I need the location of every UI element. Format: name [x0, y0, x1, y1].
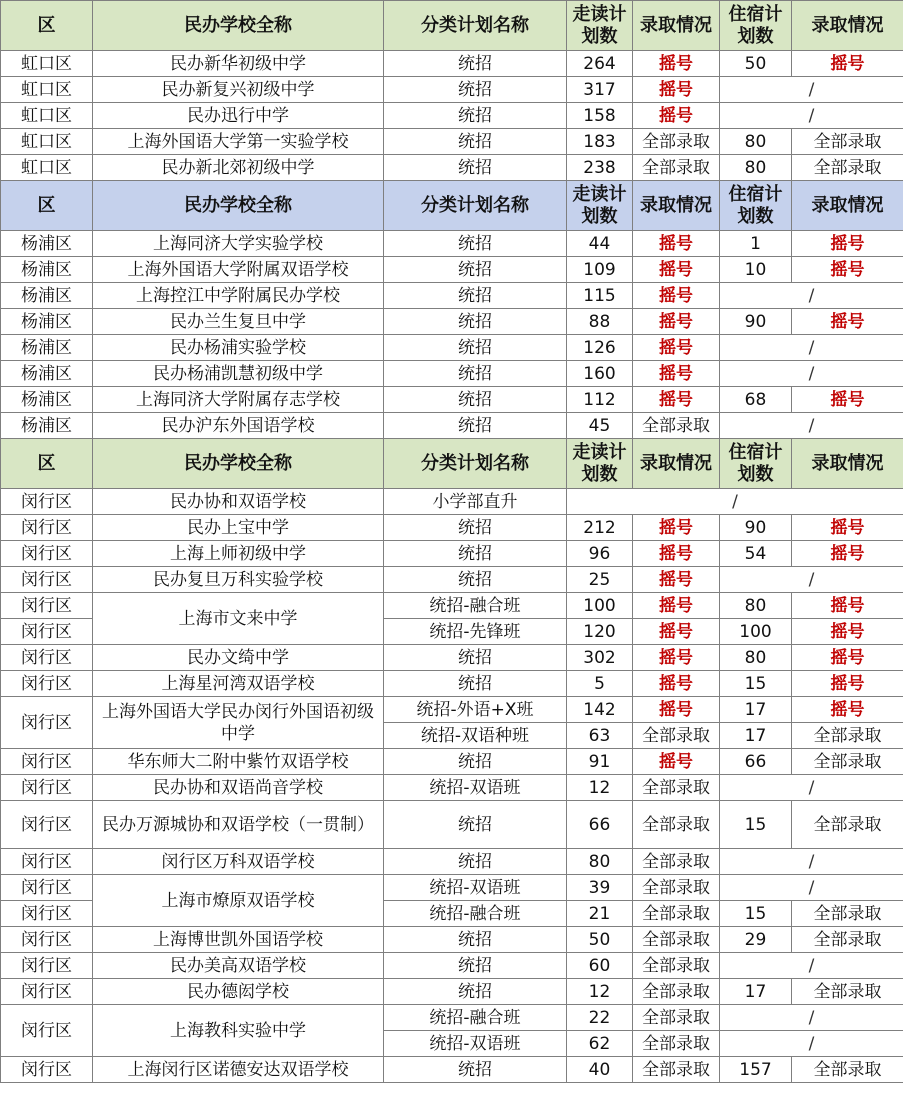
plan-cell: 统招	[384, 541, 567, 567]
day-quota-cell: 39	[567, 875, 633, 901]
school-cell: 民办杨浦实验学校	[93, 335, 384, 361]
school-cell: 民办协和双语学校	[93, 489, 384, 515]
board-quota-cell: 50	[720, 51, 792, 77]
day-quota-cell: 126	[567, 335, 633, 361]
board-none-cell: /	[720, 361, 903, 387]
board-quota-cell: 10	[720, 257, 792, 283]
board-result-cell: 全部录取	[792, 901, 903, 927]
day-quota-cell: 22	[567, 1005, 633, 1031]
day-quota-cell: 302	[567, 645, 633, 671]
day-result-cell: 摇号	[633, 593, 720, 619]
table-row	[1, 489, 903, 515]
day-quota-cell: 100	[567, 593, 633, 619]
school-cell: 民办沪东外国语学校	[93, 413, 384, 439]
table-row	[1, 645, 903, 671]
school-cell: 上海同济大学实验学校	[93, 231, 384, 257]
table-row	[1, 979, 903, 1005]
header-district: 区	[1, 1, 93, 51]
board-none-cell: /	[720, 953, 903, 979]
board-quota-cell: 80	[720, 155, 792, 181]
board-none-cell: /	[720, 335, 903, 361]
day-quota-cell: 63	[567, 723, 633, 749]
day-quota-cell: 88	[567, 309, 633, 335]
plan-cell: 统招-融合班	[384, 1005, 567, 1031]
table-row	[1, 1057, 903, 1083]
district-cell: 闵行区	[1, 515, 93, 541]
header-row	[1, 439, 903, 489]
board-none-cell: /	[720, 77, 903, 103]
board-none-cell: /	[720, 567, 903, 593]
school-cell: 民办新复兴初级中学	[93, 77, 384, 103]
board-result-cell: 摇号	[792, 697, 903, 723]
district-cell: 闵行区	[1, 697, 93, 749]
header-school: 民办学校全称	[93, 181, 384, 231]
plan-cell: 统招	[384, 155, 567, 181]
district-cell: 闵行区	[1, 875, 93, 901]
day-quota-cell: 12	[567, 979, 633, 1005]
board-result-cell: 全部录取	[792, 801, 903, 849]
day-quota-cell: 62	[567, 1031, 633, 1057]
school-cell: 上海市燎原双语学校	[93, 875, 384, 927]
school-cell: 民办上宝中学	[93, 515, 384, 541]
school-cell: 民办德闳学校	[93, 979, 384, 1005]
plan-cell: 统招	[384, 231, 567, 257]
school-cell: 上海上师初级中学	[93, 541, 384, 567]
plan-cell: 统招	[384, 51, 567, 77]
header-plan: 分类计划名称	[384, 181, 567, 231]
day-result-cell: 摇号	[633, 387, 720, 413]
plan-cell: 统招	[384, 387, 567, 413]
header-day-result: 录取情况	[633, 439, 720, 489]
school-cell: 上海教科实验中学	[93, 1005, 384, 1057]
plan-cell: 统招-融合班	[384, 901, 567, 927]
district-cell: 虹口区	[1, 129, 93, 155]
day-quota-cell: 238	[567, 155, 633, 181]
table-row	[1, 387, 903, 413]
district-cell: 闵行区	[1, 671, 93, 697]
day-result-cell: 全部录取	[633, 413, 720, 439]
board-quota-cell: 80	[720, 129, 792, 155]
table-row	[1, 257, 903, 283]
day-result-cell: 全部录取	[633, 155, 720, 181]
district-cell: 杨浦区	[1, 387, 93, 413]
day-result-cell: 摇号	[633, 515, 720, 541]
district-cell: 闵行区	[1, 849, 93, 875]
district-cell: 虹口区	[1, 77, 93, 103]
table-row	[1, 515, 903, 541]
school-cell: 民办新北郊初级中学	[93, 155, 384, 181]
day-quota-cell: 212	[567, 515, 633, 541]
day-result-cell: 全部录取	[633, 775, 720, 801]
board-result-cell: 全部录取	[792, 749, 903, 775]
school-cell: 上海外国语大学附属双语学校	[93, 257, 384, 283]
district-cell: 闵行区	[1, 953, 93, 979]
day-quota-cell: 160	[567, 361, 633, 387]
day-result-cell: 摇号	[633, 361, 720, 387]
board-result-cell: 全部录取	[792, 723, 903, 749]
plan-cell: 统招	[384, 129, 567, 155]
board-quota-cell: 1	[720, 231, 792, 257]
school-cell: 上海闵行区诺德安达双语学校	[93, 1057, 384, 1083]
plan-cell: 统招	[384, 953, 567, 979]
district-cell: 闵行区	[1, 801, 93, 849]
day-result-cell: 全部录取	[633, 979, 720, 1005]
day-result-cell: 全部录取	[633, 1031, 720, 1057]
board-none-cell: /	[720, 1031, 903, 1057]
district-cell: 闵行区	[1, 489, 93, 515]
board-result-cell: 摇号	[792, 231, 903, 257]
header-board-quota: 住宿计划数	[720, 181, 792, 231]
board-result-cell: 全部录取	[792, 129, 903, 155]
quota-none-cell: /	[567, 489, 903, 515]
district-cell: 杨浦区	[1, 231, 93, 257]
header-board-result: 录取情况	[792, 181, 903, 231]
day-quota-cell: 45	[567, 413, 633, 439]
plan-cell: 统招	[384, 257, 567, 283]
district-cell: 杨浦区	[1, 361, 93, 387]
table-row	[1, 231, 903, 257]
school-cell: 上海外国语大学第一实验学校	[93, 129, 384, 155]
school-cell: 闵行区万科双语学校	[93, 849, 384, 875]
day-result-cell: 摇号	[633, 335, 720, 361]
board-quota-cell: 54	[720, 541, 792, 567]
board-quota-cell: 15	[720, 671, 792, 697]
table-row	[1, 749, 903, 775]
day-quota-cell: 115	[567, 283, 633, 309]
day-result-cell: 全部录取	[633, 801, 720, 849]
school-cell: 上海外国语大学民办闵行外国语初级中学	[93, 697, 384, 749]
board-none-cell: /	[720, 283, 903, 309]
board-quota-cell: 90	[720, 309, 792, 335]
school-cell: 民办复旦万科实验学校	[93, 567, 384, 593]
day-quota-cell: 317	[567, 77, 633, 103]
plan-cell: 统招	[384, 849, 567, 875]
plan-cell: 统招-融合班	[384, 593, 567, 619]
board-quota-cell: 80	[720, 645, 792, 671]
board-quota-cell: 66	[720, 749, 792, 775]
school-cell: 民办美高双语学校	[93, 953, 384, 979]
header-day-result: 录取情况	[633, 181, 720, 231]
table-row	[1, 77, 903, 103]
board-result-cell: 摇号	[792, 671, 903, 697]
day-result-cell: 全部录取	[633, 927, 720, 953]
plan-cell: 统招-双语班	[384, 875, 567, 901]
day-quota-cell: 112	[567, 387, 633, 413]
plan-cell: 统招	[384, 515, 567, 541]
board-none-cell: /	[720, 849, 903, 875]
day-quota-cell: 264	[567, 51, 633, 77]
board-result-cell: 全部录取	[792, 927, 903, 953]
school-cell: 上海博世凯外国语学校	[93, 927, 384, 953]
plan-cell: 统招	[384, 645, 567, 671]
plan-cell: 统招	[384, 567, 567, 593]
district-cell: 虹口区	[1, 51, 93, 77]
board-quota-cell: 90	[720, 515, 792, 541]
plan-cell: 统招-双语班	[384, 1031, 567, 1057]
board-result-cell: 全部录取	[792, 155, 903, 181]
header-plan: 分类计划名称	[384, 439, 567, 489]
table-row	[1, 541, 903, 567]
header-day-quota: 走读计划数	[567, 439, 633, 489]
table-row	[1, 103, 903, 129]
board-quota-cell: 29	[720, 927, 792, 953]
plan-cell: 统招-双语班	[384, 775, 567, 801]
district-cell: 杨浦区	[1, 257, 93, 283]
plan-cell: 统招	[384, 335, 567, 361]
board-result-cell: 全部录取	[792, 979, 903, 1005]
school-cell: 民办迅行中学	[93, 103, 384, 129]
table-row	[1, 849, 903, 875]
day-result-cell: 摇号	[633, 645, 720, 671]
table-row	[1, 335, 903, 361]
plan-cell: 统招	[384, 413, 567, 439]
school-cell: 民办万源城协和双语学校（一贯制）	[93, 801, 384, 849]
board-result-cell: 摇号	[792, 619, 903, 645]
table-row	[1, 1005, 903, 1031]
table-row	[1, 283, 903, 309]
day-quota-cell: 50	[567, 927, 633, 953]
district-cell: 闵行区	[1, 775, 93, 801]
day-quota-cell: 80	[567, 849, 633, 875]
school-cell: 上海控江中学附属民办学校	[93, 283, 384, 309]
day-quota-cell: 96	[567, 541, 633, 567]
day-result-cell: 全部录取	[633, 1005, 720, 1031]
day-result-cell: 摇号	[633, 619, 720, 645]
header-district: 区	[1, 439, 93, 489]
header-board-quota: 住宿计划数	[720, 1, 792, 51]
day-result-cell: 摇号	[633, 231, 720, 257]
plan-cell: 统招	[384, 927, 567, 953]
board-result-cell: 摇号	[792, 51, 903, 77]
board-quota-cell: 15	[720, 901, 792, 927]
board-result-cell: 摇号	[792, 387, 903, 413]
district-cell: 虹口区	[1, 103, 93, 129]
day-quota-cell: 66	[567, 801, 633, 849]
board-quota-cell: 17	[720, 723, 792, 749]
district-cell: 杨浦区	[1, 335, 93, 361]
board-result-cell: 摇号	[792, 645, 903, 671]
header-board-quota: 住宿计划数	[720, 439, 792, 489]
plan-cell: 统招	[384, 801, 567, 849]
table-row	[1, 155, 903, 181]
day-result-cell: 全部录取	[633, 129, 720, 155]
plan-cell: 统招-双语种班	[384, 723, 567, 749]
school-cell: 上海星河湾双语学校	[93, 671, 384, 697]
day-quota-cell: 142	[567, 697, 633, 723]
day-result-cell: 全部录取	[633, 875, 720, 901]
plan-cell: 统招	[384, 361, 567, 387]
day-result-cell: 全部录取	[633, 901, 720, 927]
day-quota-cell: 60	[567, 953, 633, 979]
header-row	[1, 181, 903, 231]
header-plan: 分类计划名称	[384, 1, 567, 51]
day-quota-cell: 21	[567, 901, 633, 927]
district-cell: 闵行区	[1, 901, 93, 927]
board-quota-cell: 17	[720, 979, 792, 1005]
header-school: 民办学校全称	[93, 439, 384, 489]
board-quota-cell: 157	[720, 1057, 792, 1083]
plan-cell: 统招	[384, 77, 567, 103]
district-cell: 闵行区	[1, 749, 93, 775]
day-quota-cell: 25	[567, 567, 633, 593]
board-quota-cell: 100	[720, 619, 792, 645]
plan-cell: 统招	[384, 979, 567, 1005]
board-none-cell: /	[720, 103, 903, 129]
table-row	[1, 927, 903, 953]
header-row	[1, 1, 903, 51]
table-row	[1, 801, 903, 849]
board-result-cell: 摇号	[792, 257, 903, 283]
plan-cell: 统招	[384, 103, 567, 129]
board-quota-cell: 15	[720, 801, 792, 849]
day-result-cell: 摇号	[633, 103, 720, 129]
day-quota-cell: 91	[567, 749, 633, 775]
district-cell: 杨浦区	[1, 413, 93, 439]
day-quota-cell: 44	[567, 231, 633, 257]
table-row	[1, 593, 903, 619]
day-quota-cell: 158	[567, 103, 633, 129]
plan-cell: 统招	[384, 309, 567, 335]
table-row	[1, 775, 903, 801]
district-cell: 闵行区	[1, 567, 93, 593]
day-quota-cell: 183	[567, 129, 633, 155]
day-result-cell: 全部录取	[633, 849, 720, 875]
district-cell: 闵行区	[1, 541, 93, 567]
table-row	[1, 875, 903, 901]
board-result-cell: 摇号	[792, 309, 903, 335]
day-result-cell: 摇号	[633, 749, 720, 775]
school-cell: 民办新华初级中学	[93, 51, 384, 77]
district-cell: 虹口区	[1, 155, 93, 181]
school-cell: 上海市文来中学	[93, 593, 384, 645]
board-result-cell: 摇号	[792, 593, 903, 619]
day-quota-cell: 120	[567, 619, 633, 645]
header-day-quota: 走读计划数	[567, 1, 633, 51]
table-row	[1, 567, 903, 593]
district-cell: 闵行区	[1, 1005, 93, 1057]
table-row	[1, 129, 903, 155]
school-cell: 华东师大二附中紫竹双语学校	[93, 749, 384, 775]
board-quota-cell: 17	[720, 697, 792, 723]
table-row	[1, 697, 903, 723]
header-day-quota: 走读计划数	[567, 181, 633, 231]
header-board-result: 录取情况	[792, 1, 903, 51]
district-cell: 闵行区	[1, 645, 93, 671]
day-result-cell: 摇号	[633, 697, 720, 723]
board-result-cell: 摇号	[792, 515, 903, 541]
table-row	[1, 361, 903, 387]
school-cell: 上海同济大学附属存志学校	[93, 387, 384, 413]
district-cell: 杨浦区	[1, 283, 93, 309]
day-result-cell: 全部录取	[633, 1057, 720, 1083]
day-result-cell: 全部录取	[633, 723, 720, 749]
table-row	[1, 309, 903, 335]
district-cell: 闵行区	[1, 1057, 93, 1083]
header-board-result: 录取情况	[792, 439, 903, 489]
day-result-cell: 摇号	[633, 671, 720, 697]
table-row	[1, 51, 903, 77]
school-cell: 民办兰生复旦中学	[93, 309, 384, 335]
table-row	[1, 953, 903, 979]
district-cell: 杨浦区	[1, 309, 93, 335]
board-none-cell: /	[720, 1005, 903, 1031]
board-none-cell: /	[720, 413, 903, 439]
day-quota-cell: 109	[567, 257, 633, 283]
day-result-cell: 摇号	[633, 257, 720, 283]
plan-cell: 统招-先锋班	[384, 619, 567, 645]
day-result-cell: 摇号	[633, 51, 720, 77]
table-row	[1, 413, 903, 439]
day-result-cell: 摇号	[633, 541, 720, 567]
district-cell: 闵行区	[1, 619, 93, 645]
day-result-cell: 摇号	[633, 309, 720, 335]
plan-cell: 统招	[384, 1057, 567, 1083]
board-none-cell: /	[720, 875, 903, 901]
table-row	[1, 671, 903, 697]
plan-cell: 统招	[384, 749, 567, 775]
school-cell: 民办杨浦凯慧初级中学	[93, 361, 384, 387]
day-quota-cell: 12	[567, 775, 633, 801]
board-quota-cell: 80	[720, 593, 792, 619]
plan-cell: 小学部直升	[384, 489, 567, 515]
district-cell: 闵行区	[1, 979, 93, 1005]
day-result-cell: 全部录取	[633, 953, 720, 979]
plan-cell: 统招	[384, 671, 567, 697]
board-result-cell: 全部录取	[792, 1057, 903, 1083]
plan-cell: 统招-外语+X班	[384, 697, 567, 723]
board-none-cell: /	[720, 775, 903, 801]
header-day-result: 录取情况	[633, 1, 720, 51]
day-quota-cell: 5	[567, 671, 633, 697]
district-cell: 闵行区	[1, 593, 93, 619]
board-result-cell: 摇号	[792, 541, 903, 567]
header-school: 民办学校全称	[93, 1, 384, 51]
board-quota-cell: 68	[720, 387, 792, 413]
day-result-cell: 摇号	[633, 567, 720, 593]
day-result-cell: 摇号	[633, 283, 720, 309]
day-quota-cell: 40	[567, 1057, 633, 1083]
school-cell: 民办文绮中学	[93, 645, 384, 671]
header-district: 区	[1, 181, 93, 231]
plan-cell: 统招	[384, 283, 567, 309]
school-cell: 民办协和双语尚音学校	[93, 775, 384, 801]
day-result-cell: 摇号	[633, 77, 720, 103]
district-cell: 闵行区	[1, 927, 93, 953]
